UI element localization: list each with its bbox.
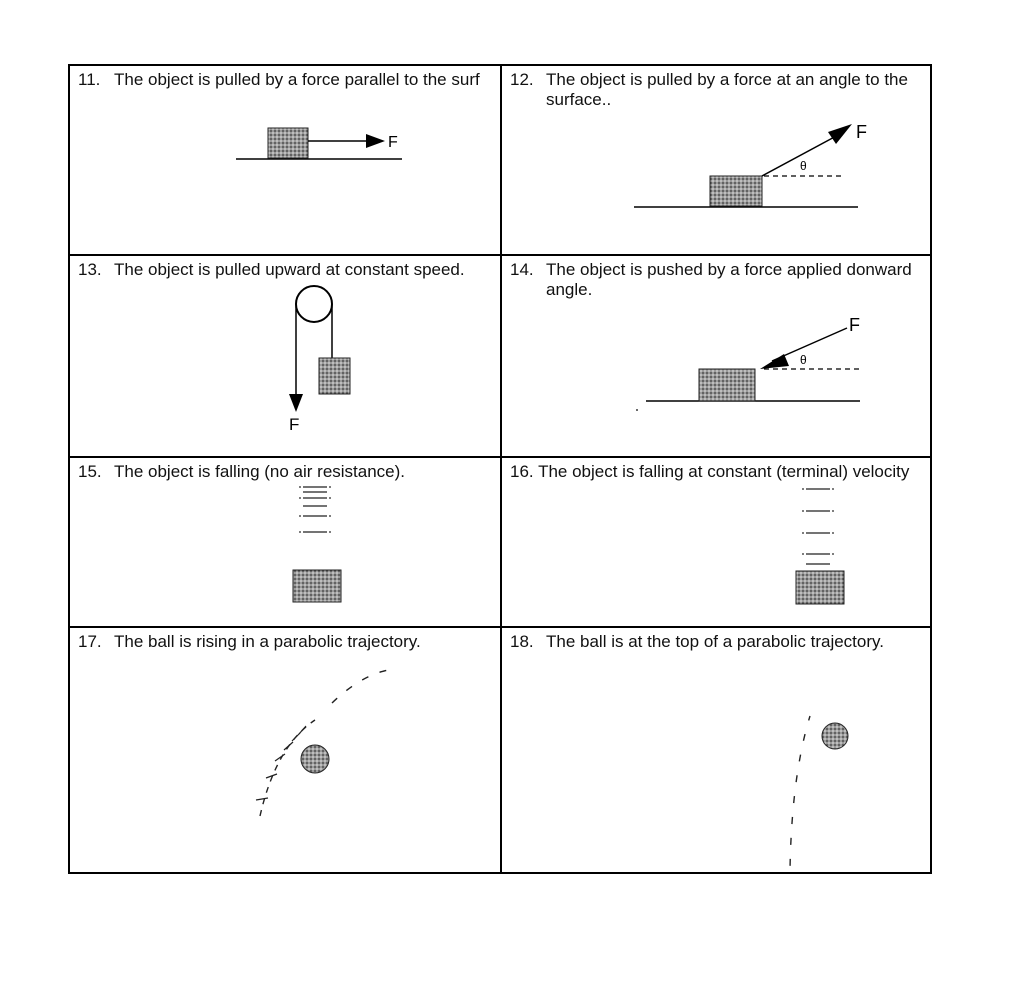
problem-number: 16. — [510, 462, 534, 481]
problem-13-cell — [70, 256, 500, 456]
falling-block — [293, 570, 341, 602]
block-object — [268, 128, 308, 158]
hanging-block — [319, 358, 350, 394]
problem-number: 11. — [78, 70, 101, 89]
angle-label: θ — [800, 353, 807, 367]
problems-table — [68, 64, 932, 874]
problem-12-diagram — [502, 66, 930, 254]
problem-11-cell — [70, 66, 500, 254]
motion-lines-constant — [806, 489, 830, 564]
problem-text: The object is pushed by a force applied donward — [546, 260, 912, 279]
problem-number: 18. — [510, 632, 534, 651]
problem-text: The ball is rising in a parabolic trajectory. — [114, 632, 421, 651]
problem-number: 17. — [78, 632, 102, 651]
motion-dots — [299, 486, 331, 533]
trajectory-path-past — [790, 716, 810, 872]
force-label: F — [856, 122, 867, 142]
ball — [822, 723, 848, 749]
table-row-divider — [70, 254, 930, 256]
problem-14-diagram — [502, 256, 930, 456]
problem-number: 14. — [510, 260, 534, 279]
table-column-divider — [500, 66, 502, 872]
force-label: F — [388, 134, 398, 151]
ball — [301, 745, 329, 773]
force-arrowhead — [828, 124, 852, 144]
problem-text: The object is pulled by a force at an angle to the — [546, 70, 908, 89]
problem-text: The object is falling (no air resistance). — [114, 462, 406, 481]
problem-11-diagram — [70, 66, 500, 254]
force-label: F — [849, 315, 860, 335]
block-object — [699, 369, 755, 401]
problem-17-cell — [70, 628, 500, 872]
angle-label: θ — [800, 159, 807, 173]
motion-lines-accelerating — [303, 487, 327, 532]
problem-text: The object is falling at constant (terminal) velocity — [538, 462, 910, 481]
block-object — [710, 176, 762, 206]
problem-text-line2: angle. — [546, 280, 593, 299]
falling-block — [796, 571, 844, 604]
force-arrowhead — [760, 354, 789, 369]
force-arrowhead — [366, 134, 385, 148]
trajectory-path-future — [332, 670, 388, 703]
force-label: F — [289, 415, 300, 434]
problem-16-diagram — [502, 458, 930, 626]
problem-number: 13. — [78, 260, 102, 279]
problem-12-cell — [502, 66, 930, 254]
motion-dots — [802, 488, 834, 555]
problem-number: 12. — [510, 70, 534, 89]
problem-text: The object is pulled upward at constant speed. — [114, 260, 465, 279]
problem-text: The ball is at the top of a parabolic trajectory. — [546, 632, 884, 651]
motion-ticks — [256, 726, 306, 800]
problem-15-cell — [70, 458, 500, 626]
problem-17-diagram — [70, 628, 500, 872]
problem-text: The object is pulled by a force parallel to the surf — [114, 70, 480, 89]
problem-text-line2: surface.. — [546, 90, 612, 109]
problem-14-cell — [502, 256, 930, 456]
problem-16-cell — [502, 458, 930, 626]
problem-13-diagram — [70, 256, 500, 456]
problem-number: 15. — [78, 462, 102, 481]
problem-15-diagram — [70, 458, 500, 626]
problem-18-diagram — [502, 628, 930, 872]
problem-18-cell — [502, 628, 930, 872]
pulley-wheel — [296, 286, 332, 322]
table-row-divider — [70, 626, 930, 628]
force-arrowhead — [289, 394, 303, 412]
stray-dot — [636, 409, 638, 411]
table-row-divider — [70, 456, 930, 458]
